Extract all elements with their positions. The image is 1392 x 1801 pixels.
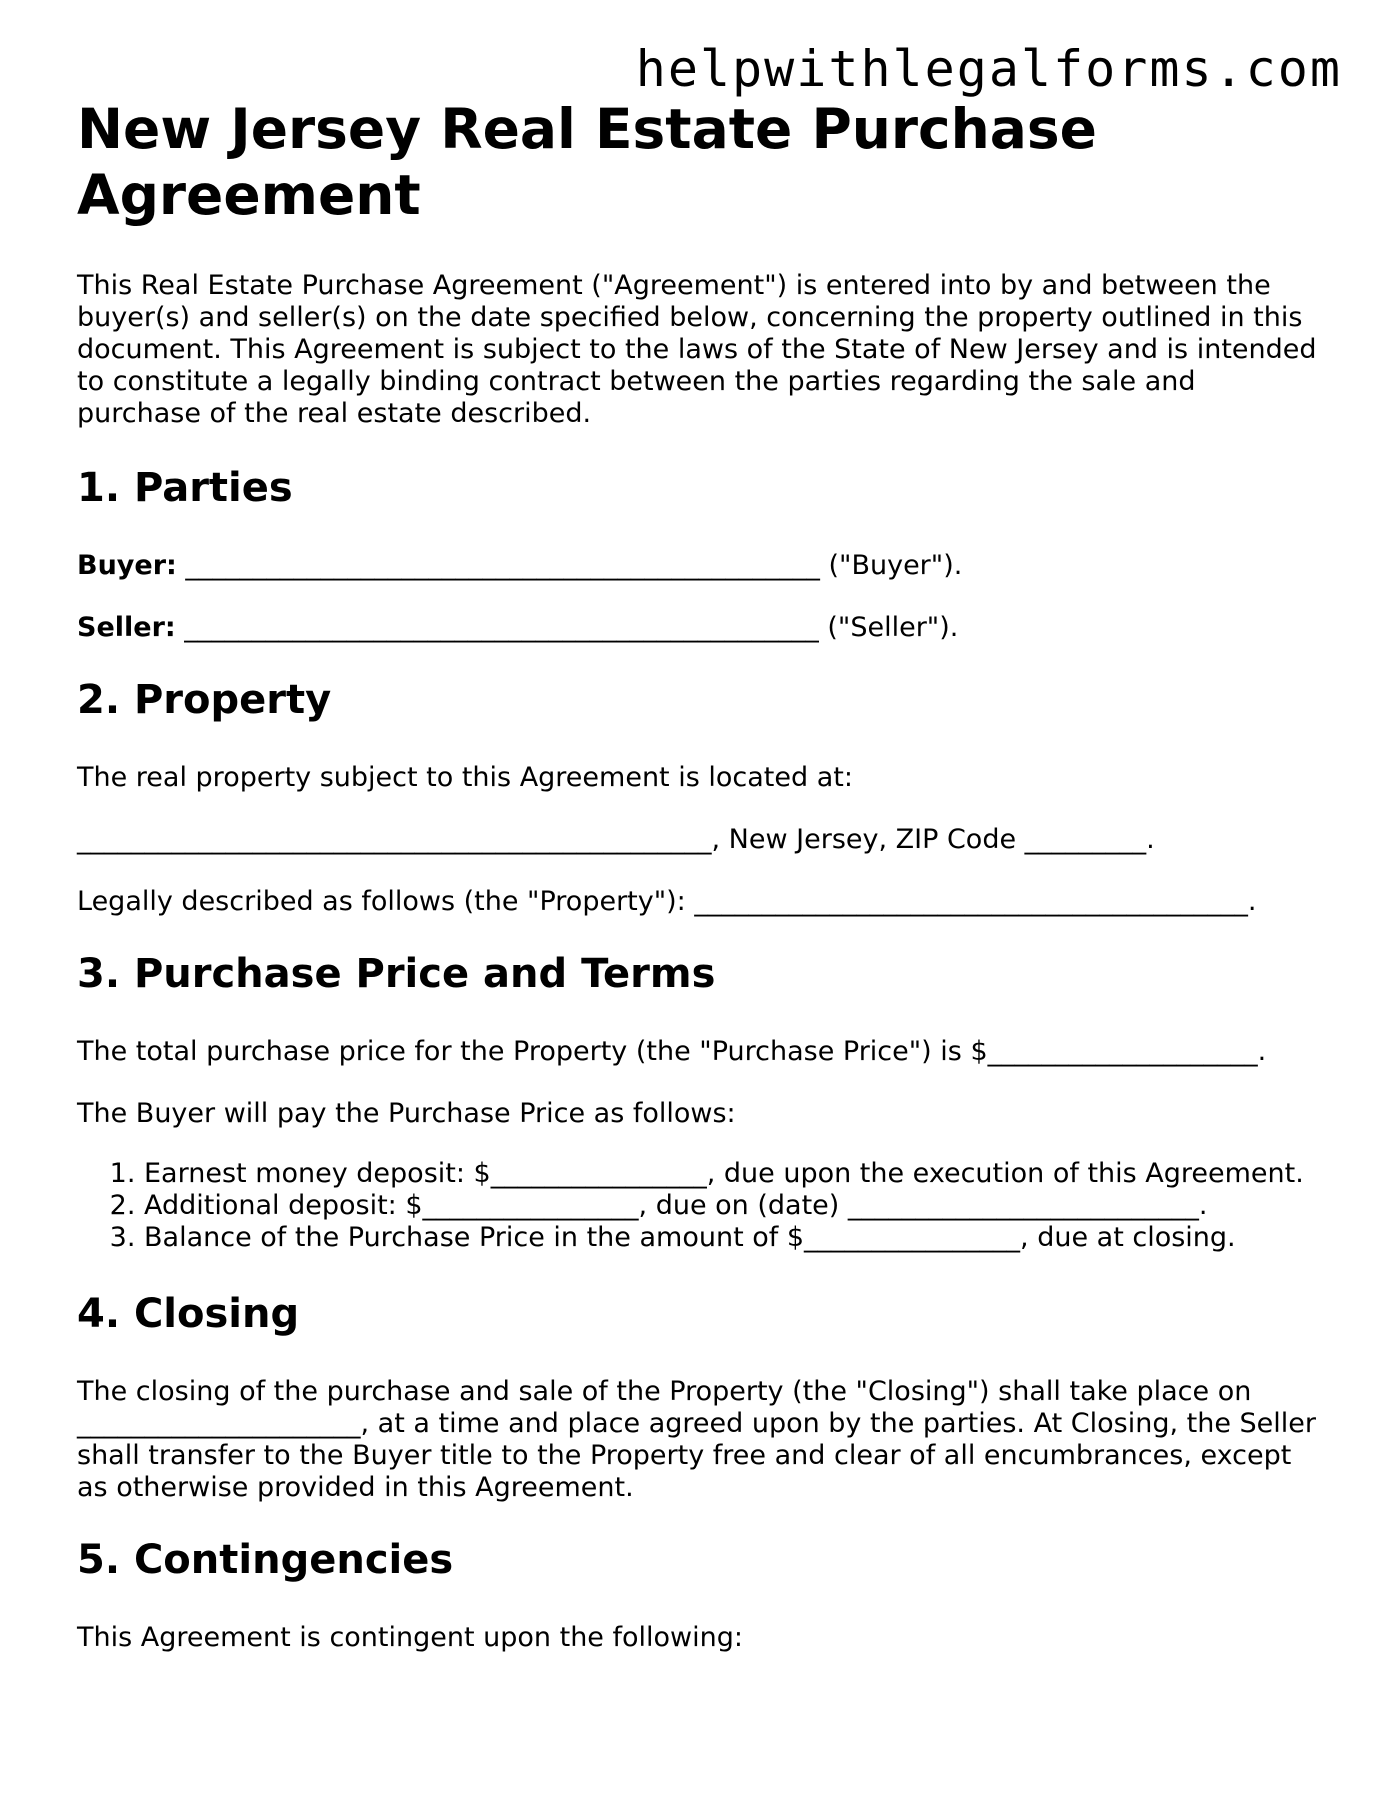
document-page bbox=[77, 96, 1322, 1682]
document-title: New Jersey Real Estate Purchase Agreement bbox=[77, 97, 1097, 227]
section-heading-contingencies: 5. Contingencies bbox=[77, 1537, 454, 1583]
seller-label: Seller: bbox=[77, 612, 176, 643]
contingencies-paragraph: This Agreement is contingent upon the following: bbox=[77, 1622, 743, 1653]
list-item: 1. Earnest money deposit: $________________, due upon the execution of this Agreement. bbox=[144, 1158, 1322, 1190]
property-legal-description-line: Legally described as follows (the "Property"): _________________________________________. bbox=[77, 886, 1257, 917]
closing-paragraph: The closing of the purchase and sale of the Property (the "Closing") shall take place on _____________________, at a time and place agreed upon by the parties. At Closing, the Seller shall transfer to the Buyer title to the Property free and clear of all encumbrances, except as otherwise provided in this Agreement. bbox=[77, 1376, 1316, 1503]
list-item: 3. Balance of the Purchase Price in the amount of $________________, due at closing. bbox=[144, 1222, 1322, 1254]
buyer-blank: _______________________________________________ ("Buyer"). bbox=[185, 550, 963, 581]
section-heading-parties: 1. Parties bbox=[77, 465, 293, 511]
buyer-label: Buyer: bbox=[77, 550, 177, 581]
purchase-price-line: The total purchase price for the Property (the "Purchase Price") is $____________________. bbox=[77, 1036, 1267, 1067]
section-heading-purchase: 3. Purchase Price and Terms bbox=[77, 951, 716, 997]
payment-terms-list bbox=[77, 1158, 1322, 1254]
intro-paragraph: This Real Estate Purchase Agreement ("Agreement") is entered into by and between the buyer(s) and seller(s) on the date specified below, concerning the property outlined in this document. This Agreement is subject to the laws of the State of New Jersey and is intended to constitute a legally binding contract between the parties regarding the sale and purchase of the real estate described. bbox=[77, 270, 1317, 429]
property-intro-line: The real property subject to this Agreement is located at: bbox=[77, 762, 853, 793]
property-address-line: _______________________________________________, New Jersey, ZIP Code _________. bbox=[77, 824, 1155, 855]
seller-field bbox=[77, 612, 1322, 644]
site-watermark: helpwithlegalforms.com bbox=[635, 40, 1342, 98]
section-heading-property: 2. Property bbox=[77, 677, 332, 723]
list-item: 2. Additional deposit: $________________, due on (date) __________________________. bbox=[144, 1190, 1322, 1222]
seller-blank: _______________________________________________ ("Seller"). bbox=[184, 612, 959, 643]
payment-intro-line: The Buyer will pay the Purchase Price as follows: bbox=[77, 1098, 736, 1129]
section-heading-closing: 4. Closing bbox=[77, 1291, 300, 1337]
buyer-field bbox=[77, 550, 1322, 582]
